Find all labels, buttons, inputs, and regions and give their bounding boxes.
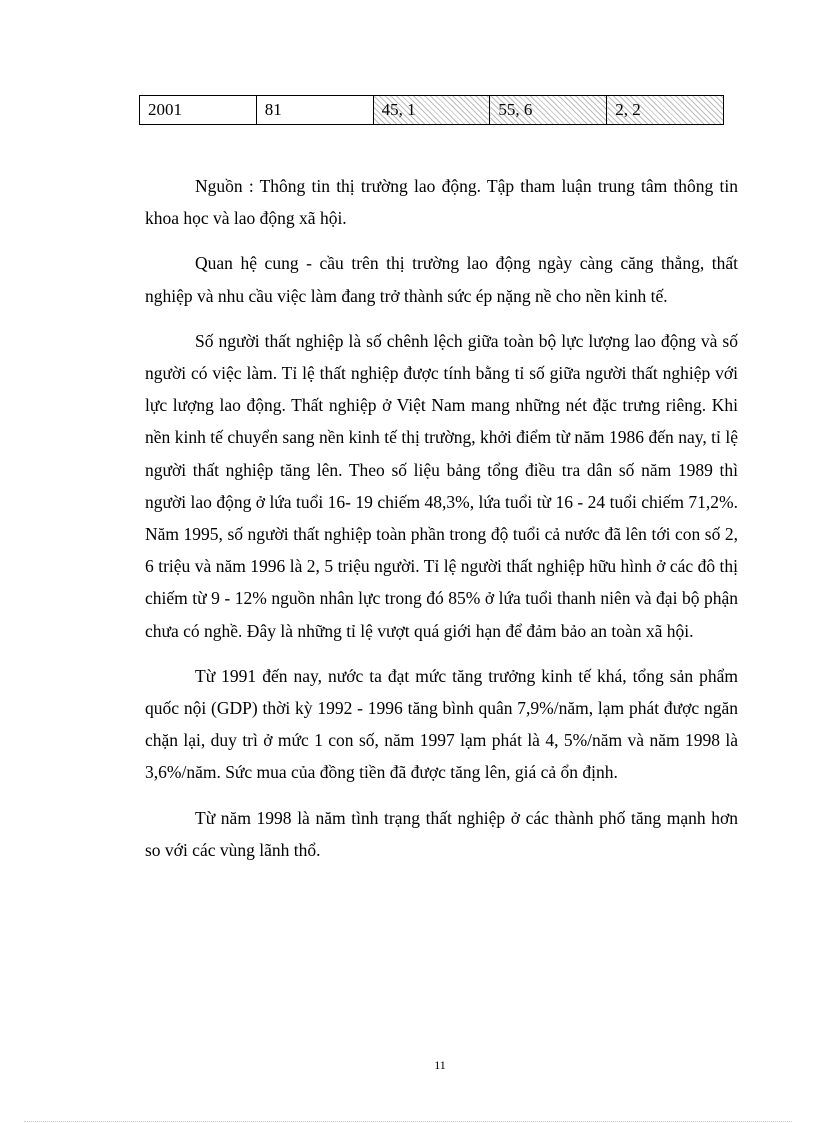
paragraph: Từ năm 1998 là năm tình trạng thất nghiệp ở các thành phố tăng mạnh hơn so với các vùng lãnh thổ. [145,807,738,860]
table-row [140,96,724,125]
paragraph: Từ 1991 đến nay, nước ta đạt mức tăng trưởng kinh tế khá, tổng sản phẩm quốc nội (GDP) thời kỳ 1992 - 1996 tăng bình quân 7,9%/năm, lạm phát được ngăn chặn lại, duy trì ở mức 1 con số, năm 1997 lạm phát là 4, 5%/năm và năm 1998 là 3,6%/năm. Sức mua của đồng tiền đã được tăng lên, giá cả ổn định. [145,665,738,783]
table-cell: 81 [256,96,373,125]
statistics-table [139,95,724,125]
footer-divider [24,1121,792,1122]
paragraph: Quan hệ cung - cầu trên thị trường lao động ngày càng căng thẳng, thất nghiệp và nhu cầu việc làm đang trở thành sức ép nặng nề cho nền kinh tế. [145,253,738,306]
body-text [145,170,738,879]
table-cell: 45, 1 [373,96,490,125]
paragraph: Số người thất nghiệp là số chênh lệch giữa toàn bộ lực lượng lao động và số người có việc làm. Tỉ lệ thất nghiệp được tính bằng tỉ số giữa người thất nghiệp với lực lượng lao động. Thất nghiệp ở Việt Nam mang những nét đặc trưng riêng. Khi nền kinh tế chuyển sang nền kinh tế thị trường, khởi điểm từ năm 1986 đến nay, tỉ lệ người thất nghiệp tăng lên. Theo số liệu bảng tổng điều tra dân số năm 1989 thì người lao động ở lứa tuổi 16- 19 chiếm 48,3%, lứa tuổi từ 16 - 24 tuổi chiếm 71,2%. Năm 1995, số người thất nghiệp toàn phần trong độ tuổi cả nước đã lên tới con số 2, 6 triệu và năm 1996 là 2, 5 triệu người. Tỉ lệ người thất nghiệp hữu hình ở các đô thị chiếm từ 9 - 12% nguồn nhân lực trong đó 85% ở lứa tuổi thanh niên và đại bộ phận chưa có nghề. Đây là những tỉ lệ vượt quá giới hạn để đảm bảo an toàn xã hội. [145,330,738,641]
source-note: Nguồn : Thông tin thị trường lao động. Tập tham luận trung tâm thông tin khoa học và lao động xã hội. [145,176,738,229]
table-cell-year: 2001 [140,96,257,125]
table-cell: 2, 2 [607,96,724,125]
page-number: 11 [434,1058,446,1072]
table-cell: 55, 6 [490,96,607,125]
